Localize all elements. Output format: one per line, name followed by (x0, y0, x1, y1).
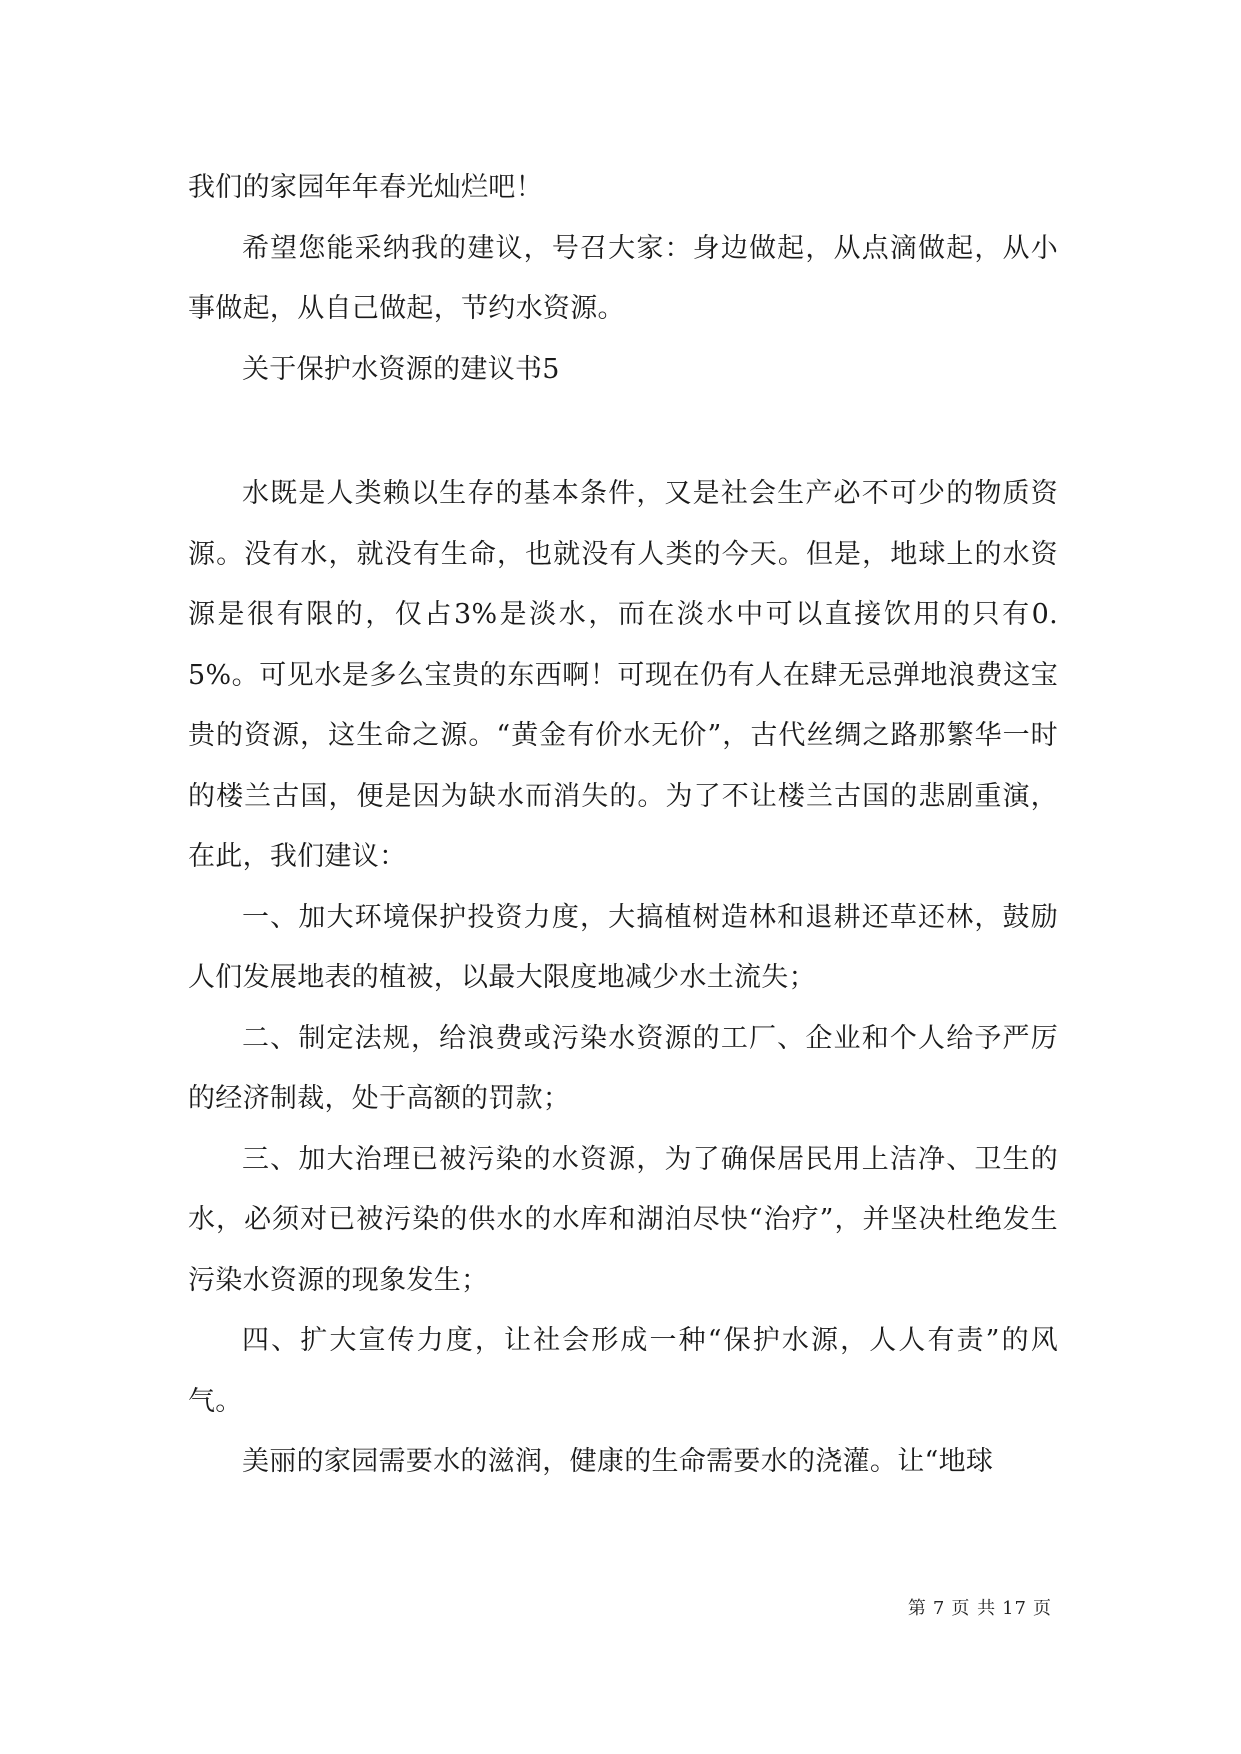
paragraph-suggestion-3: 三、加大治理已被污染的水资源，为了确保居民用上洁净、卫生的水，必须对已被污染的供水的水库和湖泊尽快“治疗”，并坚决杜绝发生污染水资源的现象发生； (188, 1143, 1058, 1296)
footer-prefix: 第 (907, 1598, 927, 1619)
paragraph-suggestion-4: 四、扩大宣传力度，让社会形成一种“保护水源，人人有责”的风气。 (188, 1325, 1058, 1417)
document-body (188, 158, 1058, 1493)
total-page-count: 17 (1002, 1598, 1027, 1619)
section-heading: 关于保护水资源的建议书5 (242, 353, 560, 385)
paragraph-suggestion-1: 一、加大环境保护投资力度，大搞植树造林和退耕还草还林，鼓励人们发展地表的植被，以最大限度地减少水土流失； (188, 901, 1058, 993)
paragraph-conclusion: 美丽的家园需要水的滋润，健康的生命需要水的浇灌。让“地球 (242, 1446, 994, 1477)
current-page-number: 7 (932, 1598, 946, 1619)
paragraph-intro: 水既是人类赖以生存的基本条件，又是社会生产必不可少的物质资源。没有水，就没有生命，也就没有人类的今天。但是，地球上的水资源是很有限的，仅占3%是淡水，而在淡水中可以直接饮用的只有0.5%。可见水是多么宝贵的东西啊！可现在仍有人在肆无忌弹地浪费这宝贵的资源，这生命之源。“黄金有价水无价”，古代丝绸之路那繁华一时的楼兰古国，便是因为缺水而消失的。为了不让楼兰古国的悲剧重演，在此，我们建议： (188, 478, 1058, 872)
footer-suffix: 页 (1033, 1598, 1052, 1619)
paragraph-suggestion-appeal: 希望您能采纳我的建议，号召大家：身边做起，从点滴做起，从小事做起，从自己做起，节约水资源。 (188, 232, 1058, 324)
page-number-footer (905, 1594, 1055, 1620)
paragraph-suggestion-2: 二、制定法规，给浪费或污染水资源的工厂、企业和个人给予严厉的经济制裁，处于高额的罚款； (188, 1022, 1058, 1114)
paragraph-closing-line: 我们的家园年年春光灿烂吧！ (188, 172, 543, 203)
footer-middle: 页 共 (951, 1598, 997, 1619)
heading-spacer (188, 400, 1058, 464)
